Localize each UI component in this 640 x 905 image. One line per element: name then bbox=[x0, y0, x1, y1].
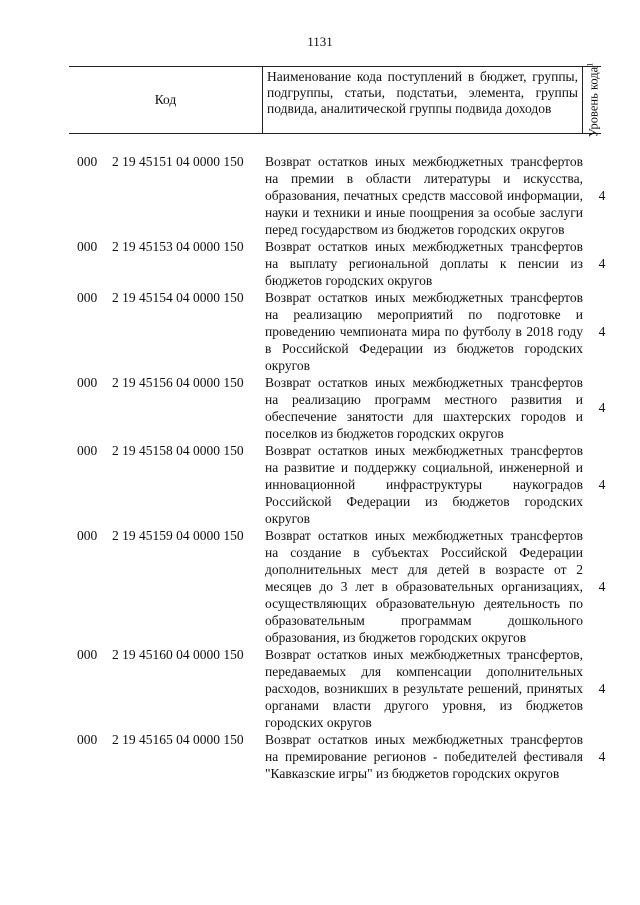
row-name: Возврат остатков иных межбюджетных трансфертов на премирование регионов - победителей фестиваля "Кавказские игры" из бюджетов городских округов bbox=[265, 732, 583, 781]
row-level: 4 bbox=[598, 400, 606, 415]
row-code: 2 19 45156 04 0000 150 bbox=[112, 375, 244, 390]
row-level: 4 bbox=[598, 748, 606, 764]
row-code: 2 19 45158 04 0000 150 bbox=[112, 443, 244, 458]
row-prefix: 000 bbox=[77, 443, 98, 458]
row-level: 4 bbox=[598, 255, 606, 271]
table-row bbox=[0, 238, 640, 289]
table-row bbox=[0, 153, 640, 238]
row-name: Возврат остатков иных межбюджетных трансфертов на реализацию программ местного развития и обеспечение занятости для шахтерских городов и поселков из бюджетов городских округов bbox=[265, 375, 583, 441]
table-body bbox=[0, 153, 640, 782]
row-prefix: 000 bbox=[77, 154, 98, 169]
row-code: 2 19 45159 04 0000 150 bbox=[112, 528, 244, 543]
header-code: Код bbox=[69, 67, 263, 133]
row-prefix: 000 bbox=[77, 732, 98, 747]
row-name: Возврат остатков иных межбюджетных трансфертов на создание в субъектах Российской Федерации дополнительных мест для детей в возрасте от 2 месяцев до 3 лет в образовательных организациях, осуществляющих образовательную деятельность по образовательным программам дошкольного образования, из бюджетов городских округов bbox=[265, 528, 583, 645]
table-row bbox=[0, 527, 640, 646]
row-prefix: 000 bbox=[77, 290, 98, 305]
row-code: 2 19 45151 04 0000 150 bbox=[112, 154, 244, 169]
row-name: Возврат остатков иных межбюджетных трансфертов на реализацию мероприятий по подготовке и проведению чемпионата мира по футболу в 2018 году в Российской Федерации из бюджетов городских округов bbox=[265, 290, 583, 373]
row-name: Возврат остатков иных межбюджетных трансфертов на выплату региональной доплаты к пенсии из бюджетов городских округов bbox=[265, 239, 583, 288]
row-code: 2 19 45154 04 0000 150 bbox=[112, 290, 244, 305]
row-code: 2 19 45153 04 0000 150 bbox=[112, 239, 244, 254]
header-level-footnote: 1 bbox=[585, 62, 595, 67]
header-name: Наименование кода поступлений в бюджет, группы, подгруппы, статьи, подстатьи, элемента, группы подвида, аналитической группы подвида доходов bbox=[267, 69, 578, 116]
table-row bbox=[0, 442, 640, 527]
table-row bbox=[0, 646, 640, 731]
header-level-label: Уровень кода bbox=[586, 66, 601, 138]
row-level: 4 bbox=[598, 476, 606, 492]
row-prefix: 000 bbox=[77, 528, 98, 543]
row-level: 4 bbox=[598, 680, 606, 696]
row-prefix: 000 bbox=[77, 239, 98, 254]
row-name: Возврат остатков иных межбюджетных трансфертов, передаваемых для компенсации дополнительных расходов, возникших в результате решений, принятых органами власти другого уровня, из бюджетов городских округов bbox=[265, 647, 583, 730]
row-level: 4 bbox=[598, 323, 606, 339]
table-row bbox=[0, 289, 640, 374]
header-level bbox=[582, 62, 601, 138]
row-prefix: 000 bbox=[77, 375, 98, 390]
row-name: Возврат остатков иных межбюджетных трансфертов на развитие и поддержку социальной, инженерной и инновационной инфраструктуры наукоградов Российской Федерации из бюджетов городских округов bbox=[265, 443, 583, 526]
page-number: 1131 bbox=[307, 34, 333, 49]
row-level: 4 bbox=[598, 187, 606, 203]
row-prefix: 000 bbox=[77, 647, 98, 662]
row-name: Возврат остатков иных межбюджетных трансфертов на премии в области литературы и искусства, образования, печатных средств массовой информации, науки и техники и иные поощрения за особые заслуги перед государством из бюджетов городских округов bbox=[265, 154, 583, 237]
table-row bbox=[0, 374, 640, 442]
row-code: 2 19 45160 04 0000 150 bbox=[112, 647, 244, 662]
row-level: 4 bbox=[598, 578, 606, 594]
row-code: 2 19 45165 04 0000 150 bbox=[112, 732, 244, 747]
table-row bbox=[0, 731, 640, 782]
table-header bbox=[69, 62, 601, 138]
